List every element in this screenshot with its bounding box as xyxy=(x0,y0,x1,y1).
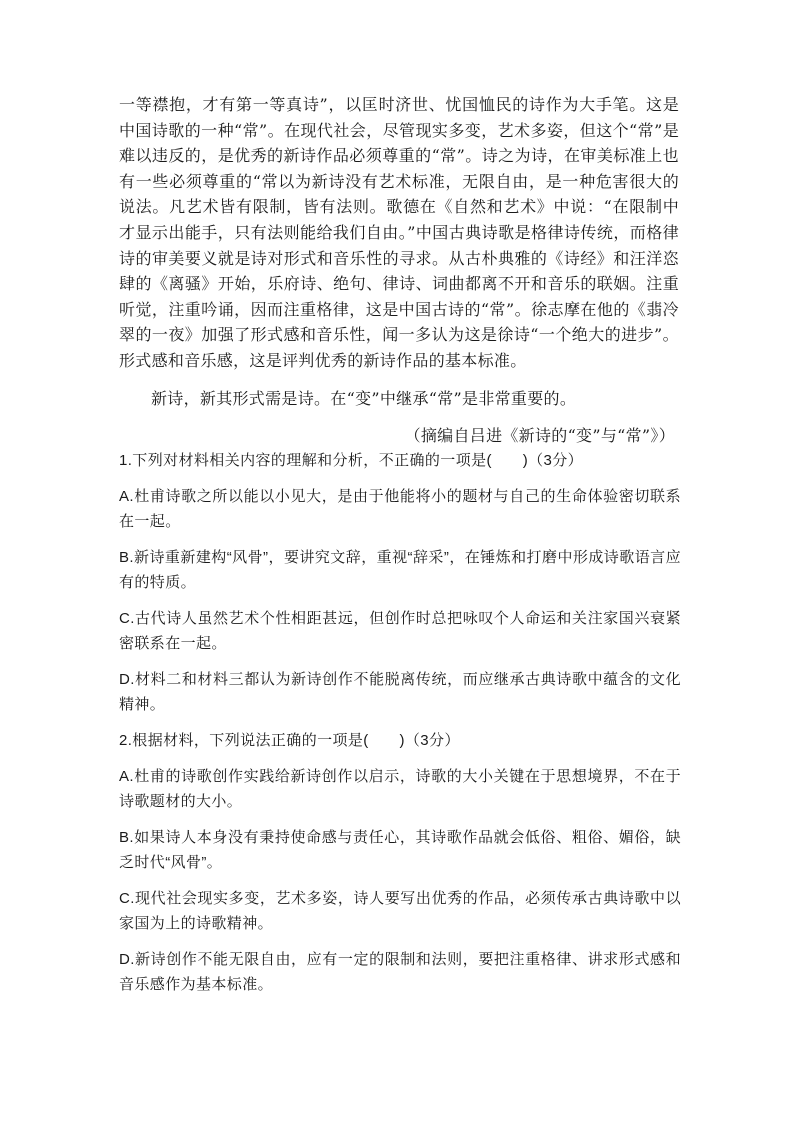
question-stem: 1.下列对材料相关内容的理解和分析，不正确的一项是( )（3分） xyxy=(119,452,584,469)
option-d: D.新诗创作不能无限自由，应有一定的限制和法则，要把注重格律、讲求形式感和音乐感作为基本标准。 xyxy=(119,951,681,993)
option-a: A.杜甫的诗歌创作实践给新诗创作以启示，诗歌的大小关键在于思想境界，不在于诗歌题材的大小。 xyxy=(119,768,681,810)
question-1 xyxy=(119,448,681,717)
material-source: （摘编自吕进《新诗的“变”与“常”》） xyxy=(404,426,675,446)
reading-material xyxy=(119,92,679,449)
option-d: D.材料二和材料三都认为新诗创作不能脱离传统，而应继承古典诗歌中蕴含的文化精神。 xyxy=(119,671,681,713)
material-paragraph: 一等襟抱，才有第一等真诗”，以匡时济世、忧国恤民的诗作为大手笔。这是中国诗歌的一种“常”。在现代社会，尽管现实多变，艺术多姿，但这个“常”是难以违反的，是优秀的新诗作品必须尊重的“常”。诗之为诗，在审美标准上也有一些必须尊重的“常以为新诗没有艺术标准，无限自由，是一种危害很大的说法。凡艺术皆有限制，皆有法则。歌德在《自然和艺术》中说：“在限制中才显示出能手，只有法则能给我们自由。”中国古典诗歌是格律诗传统，而格律诗的审美要义就是诗对形式和音乐性的寻求。从古朴典雅的《诗经》和汪洋恣肆的《离骚》开始，乐府诗、绝句、律诗、词曲都离不开和音乐的联姻。注重听觉，注重吟诵，因而注重格律，这是中国古诗的“常”。徐志摩在他的《翡冷翠的一夜》加强了形式感和音乐性，闻一多认为这是徐诗“一个绝大的进步”。形式感和音乐感，这是评判优秀的新诗作品的基本标准。 xyxy=(119,95,679,370)
material-paragraph: 新诗，新其形式需是诗。在“变”中继承“常”是非常重要的。 xyxy=(151,388,577,408)
option-c: C.现代社会现实多变，艺术多姿，诗人要写出优秀的作品，必须传承古典诗歌中以家国为上的诗歌精神。 xyxy=(119,890,681,932)
option-a: A.杜甫诗歌之所以能以小见大，是由于他能将小的题材与自己的生命体验密切联系在一起。 xyxy=(119,488,681,530)
option-b: B.如果诗人本身没有秉持使命感与责任心，其诗歌作品就会低俗、粗俗、媚俗，缺乏时代“风骨”。 xyxy=(119,829,681,871)
option-b: B.新诗重新建构“风骨”，要讲究文辞，重视“辞采”，在锤炼和打磨中形成诗歌语言应有的特质。 xyxy=(119,549,681,591)
option-c: C.古代诗人虽然艺术个性相距甚远，但创作时总把咏叹个人命运和关注家国兴衰紧密联系在一起。 xyxy=(119,610,681,652)
question-list xyxy=(119,448,681,1008)
question-2 xyxy=(119,728,681,997)
question-stem: 2.根据材料，下列说法正确的一项是( )（3分） xyxy=(119,732,460,749)
